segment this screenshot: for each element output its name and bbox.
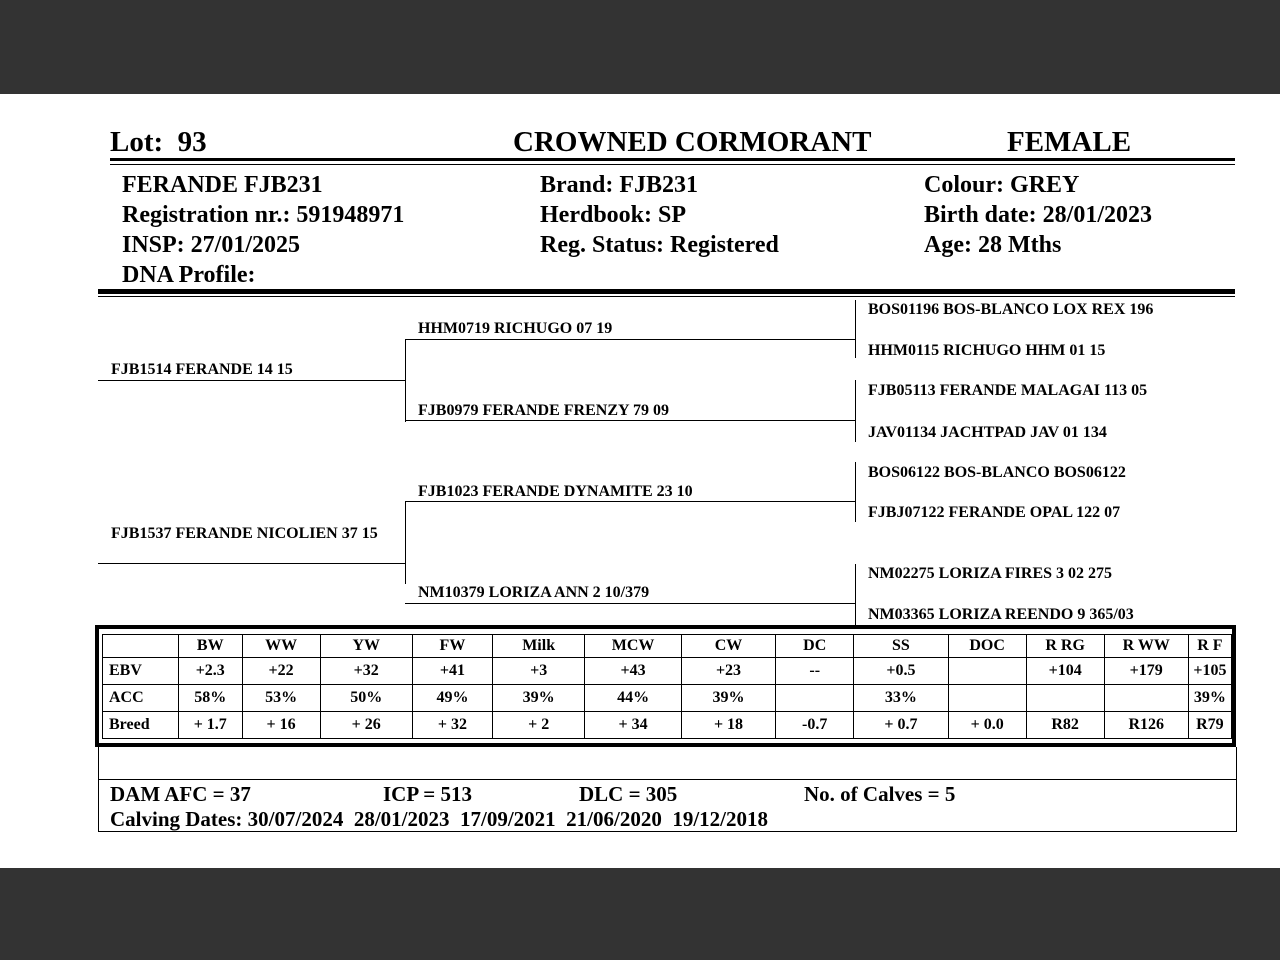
ebv-cell: -0.7 (776, 712, 854, 739)
ebv-cell (948, 685, 1026, 712)
ggp-bracket-3 (855, 462, 856, 522)
sire-bracket (405, 340, 406, 422)
dam-dam-line (405, 603, 855, 604)
ebv-row-label: ACC (103, 685, 179, 712)
ebv-cell: +179 (1104, 658, 1188, 685)
pedigree-sire-sire: HHM0719 RICHUGO 07 19 (418, 320, 613, 337)
registration-number: Registration nr.: 591948971 (122, 202, 405, 228)
sex-label: FEMALE (1007, 126, 1132, 158)
ebv-col-header: YW (320, 635, 412, 658)
header-rule-thin (110, 164, 1235, 165)
calving-dates: Calving Dates: 30/07/2024 28/01/2023 17/09/2021 21/06/2020 19/12/2018 (110, 807, 769, 831)
ebv-col-header: FW (412, 635, 492, 658)
ebv-cell: + 0.0 (948, 712, 1026, 739)
ebv-cell: 58% (178, 685, 242, 712)
number-of-calves: No. of Calves = 5 (804, 782, 956, 806)
ebv-cell (1104, 685, 1188, 712)
ebv-cell: + 0.7 (854, 712, 948, 739)
pedigree-dam-sire: FJB1023 FERANDE DYNAMITE 23 10 (418, 483, 693, 500)
ebv-cell (1026, 685, 1104, 712)
pedigree-ggp-8: NM03365 LORIZA REENDO 9 365/03 (868, 606, 1134, 623)
ebv-cell (776, 685, 854, 712)
pedigree-sire-dam: FJB0979 FERANDE FRENZY 79 09 (418, 402, 669, 419)
ebv-cell: +104 (1026, 658, 1104, 685)
ebv-row-label: EBV (103, 658, 179, 685)
ggp-bracket-1 (855, 300, 856, 358)
header-rule-thick (110, 158, 1235, 161)
ebv-cell: R82 (1026, 712, 1104, 739)
ebv-row-ebv (103, 658, 1232, 685)
ebv-header-row (103, 635, 1232, 658)
ebv-cell: 33% (854, 685, 948, 712)
ebv-col-header: WW (242, 635, 320, 658)
ebv-cell: 39% (492, 685, 584, 712)
birth-date: Birth date: 28/01/2023 (924, 202, 1152, 228)
sire-line (98, 380, 406, 381)
ebv-col-header: MCW (585, 635, 681, 658)
ebv-cell: +2.3 (178, 658, 242, 685)
ebv-col-header: R RG (1026, 635, 1104, 658)
ebv-cell: 39% (1188, 685, 1231, 712)
dam-line (98, 563, 406, 564)
ebv-cell: + 1.7 (178, 712, 242, 739)
reg-status: Reg. Status: Registered (540, 232, 779, 258)
ebv-cell: R79 (1188, 712, 1231, 739)
animal-name: FERANDE FJB231 (122, 172, 323, 198)
ebv-col-header: Milk (492, 635, 584, 658)
ebv-cell: +43 (585, 658, 681, 685)
ggp-bracket-2 (855, 380, 856, 442)
ebv-cell: + 2 (492, 712, 584, 739)
pedigree-sire: FJB1514 FERANDE 14 15 (111, 361, 293, 378)
pedigree-dam: FJB1537 FERANDE NICOLIEN 37 15 (111, 525, 378, 542)
herdbook: Herdbook: SP (540, 202, 687, 228)
ebv-table (102, 634, 1232, 739)
ebv-col-header: DOC (948, 635, 1026, 658)
breed-title: CROWNED CORMORANT (513, 126, 872, 158)
inspection-date: INSP: 27/01/2025 (122, 232, 301, 258)
ebv-cell: +41 (412, 658, 492, 685)
ebv-cell: +3 (492, 658, 584, 685)
ebv-col-header (103, 635, 179, 658)
sire-sire-line (405, 339, 855, 340)
lot-label: Lot: 93 (110, 126, 207, 158)
ebv-cell: + 18 (681, 712, 775, 739)
ebv-cell: 50% (320, 685, 412, 712)
ebv-cell: -- (776, 658, 854, 685)
ebv-cell: + 34 (585, 712, 681, 739)
brand: Brand: FJB231 (540, 172, 699, 198)
ebv-cell: 39% (681, 685, 775, 712)
ebv-row-breed (103, 712, 1232, 739)
dna-profile: DNA Profile: (122, 262, 256, 288)
dlc: DLC = 305 (579, 782, 678, 806)
ebv-cell: +0.5 (854, 658, 948, 685)
catalogue-sheet (0, 94, 1280, 868)
ebv-cell (948, 658, 1026, 685)
ebv-cell: 49% (412, 685, 492, 712)
pedigree-ggp-2: HHM0115 RICHUGO HHM 01 15 (868, 342, 1106, 359)
pedigree-ggp-7: NM02275 LORIZA FIRES 3 02 275 (868, 565, 1113, 582)
ebv-cell: 53% (242, 685, 320, 712)
dam-afc: DAM AFC = 37 (110, 782, 251, 806)
ebv-cell: + 16 (242, 712, 320, 739)
dam-sire-line (405, 501, 855, 502)
pedigree-ggp-3: FJB05113 FERANDE MALAGAI 113 05 (868, 382, 1148, 399)
ebv-cell: +23 (681, 658, 775, 685)
pedigree-ggp-1: BOS01196 BOS-BLANCO LOX REX 196 (868, 301, 1154, 318)
dam-bracket (405, 502, 406, 584)
age: Age: 28 Mths (924, 232, 1062, 258)
pedigree-ggp-4: JAV01134 JACHTPAD JAV 01 134 (868, 424, 1107, 441)
ebv-cell: +22 (242, 658, 320, 685)
ebv-col-header: CW (681, 635, 775, 658)
ebv-row-acc (103, 685, 1232, 712)
ebv-col-header: R F (1188, 635, 1231, 658)
ebv-cell: +32 (320, 658, 412, 685)
ebv-cell: 44% (585, 685, 681, 712)
ebv-col-header: SS (854, 635, 948, 658)
spacer-box (98, 747, 1237, 780)
pedigree-ggp-5: BOS06122 BOS-BLANCO BOS06122 (868, 464, 1126, 481)
colour: Colour: GREY (924, 172, 1080, 198)
ebv-cell: + 32 (412, 712, 492, 739)
pedigree-dam-dam: NM10379 LORIZA ANN 2 10/379 (418, 584, 650, 601)
ebv-col-header: DC (776, 635, 854, 658)
info-rule-thin (98, 296, 1235, 297)
ebv-row-label: Breed (103, 712, 179, 739)
ebv-col-header: R WW (1104, 635, 1188, 658)
ebv-col-header: BW (178, 635, 242, 658)
pedigree-ggp-6: FJBJ07122 FERANDE OPAL 122 07 (868, 504, 1121, 521)
ggp-bracket-4 (855, 564, 856, 626)
sire-dam-line (405, 420, 855, 421)
ebv-cell: +105 (1188, 658, 1231, 685)
ebv-cell: R126 (1104, 712, 1188, 739)
ebv-cell: + 26 (320, 712, 412, 739)
icp: ICP = 513 (383, 782, 472, 806)
lot-number: 93 (177, 126, 207, 158)
info-rule-thick (98, 289, 1235, 294)
